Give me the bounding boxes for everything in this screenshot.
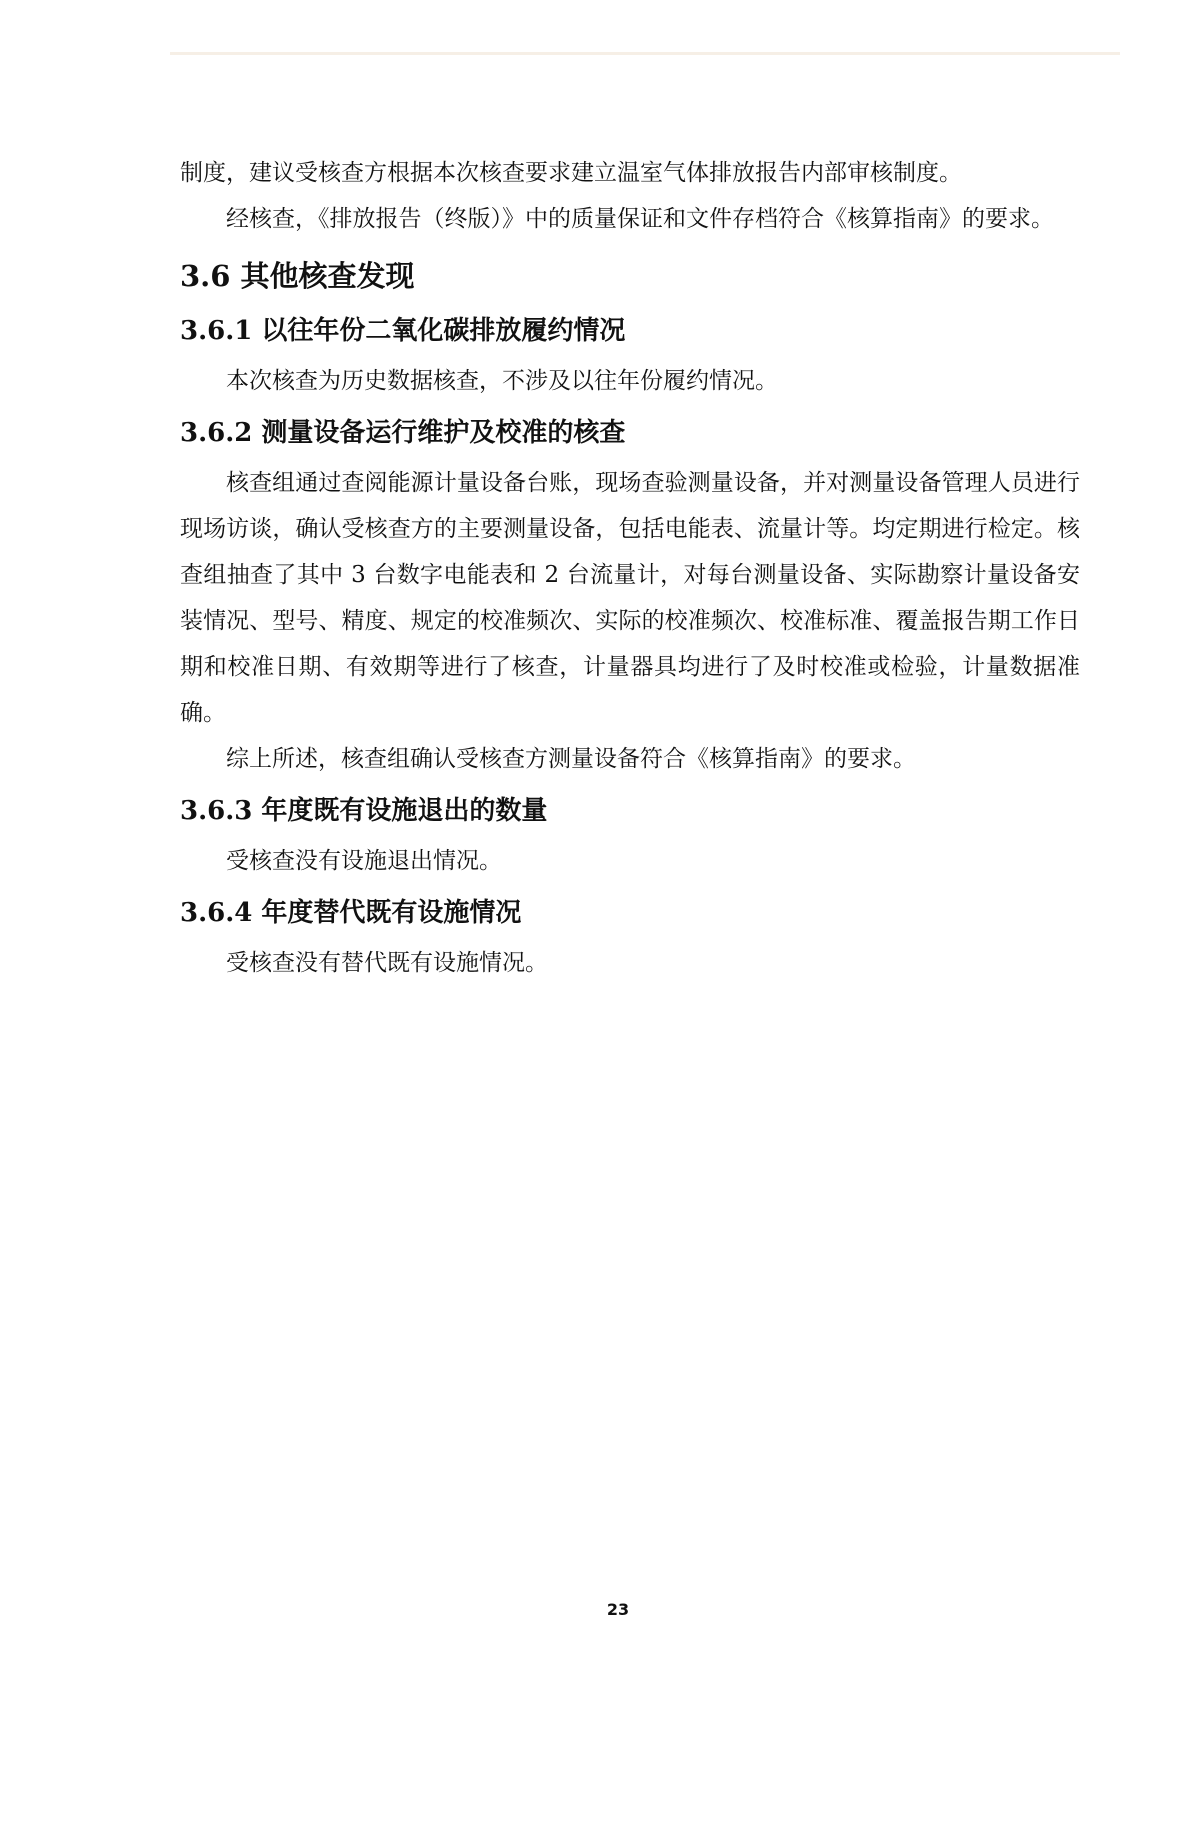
conclusion-paragraph: 经核查，《排放报告（终版）》中的质量保证和文件存档符合《核算指南》的要求。 [226, 206, 1054, 232]
subsection-heading-3-6-2: 3.6.2 测量设备运行维护及校准的核查 [180, 418, 626, 448]
paragraph-3-6-2-body: 核查组通过查阅能源计量设备台账，现场查验测量设备，并对测量设备管理人员进行现场访谈，确认受核查方的主要测量设备，包括电能表、流量计等。均定期进行检定。核查组抽查了其中 3 台数字电能表和 2 台流量计，对每台测量设备、实际勘察计量设备安装情况、型号、精度、规定的校准频次、实际的校准频次、校准标准、覆盖报告期工作日期和校准日期、有效期等进行了核查，计量器具均进行了及时校准或检验，计量数据准确。 [180, 470, 1080, 726]
subsection-heading-3-6-4: 3.6.4 年度替代既有设施情况 [180, 898, 522, 928]
subsection-heading-3-6-3: 3.6.3 年度既有设施退出的数量 [180, 796, 548, 826]
paragraph-3-6-4: 受核查没有替代既有设施情况。 [226, 950, 548, 976]
paragraph-3-6-3: 受核查没有设施退出情况。 [226, 848, 502, 874]
section-heading-3-6: 3.6 其他核查发现 [180, 259, 415, 293]
paragraph-3-6-2-summary: 综上所述，核查组确认受核查方测量设备符合《核算指南》的要求。 [226, 746, 916, 772]
scan-edge-line [170, 52, 1120, 55]
continuation-paragraph: 制度，建议受核查方根据本次核查要求建立温室气体排放报告内部审核制度。 [180, 160, 962, 186]
paragraph-3-6-1: 本次核查为历史数据核查，不涉及以往年份履约情况。 [226, 368, 778, 394]
subsection-heading-3-6-1: 3.6.1 以往年份二氧化碳排放履约情况 [180, 316, 626, 346]
page-number: 23 [606, 1600, 630, 1619]
page-content [180, 150, 1080, 986]
